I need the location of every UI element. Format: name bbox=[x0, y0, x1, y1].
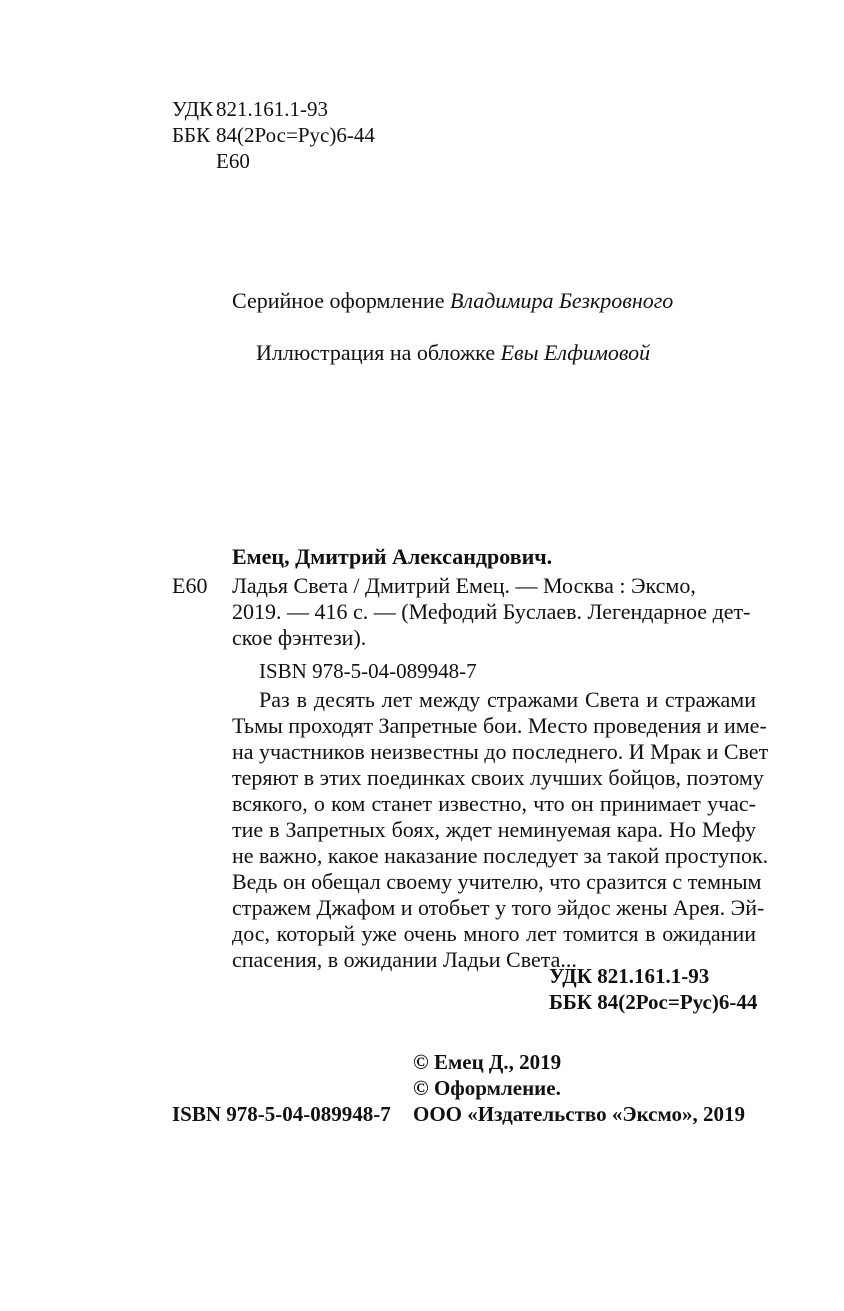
udk-value: 821.161.1-93 bbox=[216, 97, 328, 121]
annotation-line: тие в Запретных боях, ждет неминуемая кара. Но Мефу bbox=[232, 817, 756, 842]
classification-footer bbox=[549, 963, 757, 1015]
illustration-prefix: Иллюстрация на обложке bbox=[256, 340, 496, 365]
bibliographic-code: Е60 bbox=[172, 573, 208, 598]
copyright-design: © Оформление. bbox=[413, 1076, 561, 1100]
series-design-prefix: Серийное оформление bbox=[232, 288, 445, 313]
author-code-row bbox=[172, 148, 375, 174]
biblio-line: 2019. — 416 с. — (Мефодий Буслаев. Легендарное дет- bbox=[232, 599, 751, 624]
udk-label: УДК bbox=[172, 97, 214, 121]
series-design-name: Владимира Безкровного bbox=[449, 288, 674, 313]
annotation-line: теряют в этих поединках своих лучших бойцов, поэтому bbox=[232, 765, 764, 790]
illustration-credit bbox=[256, 340, 650, 366]
copyright-author: © Емец Д., 2019 bbox=[413, 1050, 562, 1074]
annotation-line: дос, который уже очень много лет томится в ожидании bbox=[232, 921, 756, 946]
bbk-value: 84(2Рос=Рус)6-44 bbox=[216, 123, 375, 147]
bibliographic-description bbox=[232, 573, 750, 651]
annotation bbox=[232, 687, 769, 973]
bbk-label: ББК bbox=[172, 123, 211, 147]
isbn-footer: ISBN 978-5-04-089948-7 bbox=[172, 1102, 391, 1126]
annotation-line: на участников неизвестны до последнего. И Мрак и Свет bbox=[232, 739, 769, 764]
annotation-line: Ведь он обещал своему учителю, что сразится с темным bbox=[232, 869, 762, 894]
annotation-line: всякого, о ком станет известно, что он принимает учас- bbox=[232, 791, 756, 816]
biblio-line: Ладья Света / Дмитрий Емец. — Москва : Эксмо, bbox=[232, 573, 696, 598]
series-design-credit bbox=[232, 288, 673, 314]
author-heading: Емец, Дмитрий Александрович. bbox=[232, 544, 553, 569]
copyright-block bbox=[413, 1049, 745, 1127]
udk-row bbox=[172, 96, 375, 122]
copyright-publisher: ООО «Издательство «Эксмо», 2019 bbox=[413, 1102, 746, 1126]
annotation-line: Раз в десять лет между стражами Света и стражами bbox=[259, 687, 756, 712]
udk-footer: УДК 821.161.1-93 bbox=[549, 964, 710, 988]
annotation-line: стражем Джафом и отобьет у того эйдос жены Арея. Эй- bbox=[232, 895, 765, 920]
bbk-footer: ББК 84(2Рос=Рус)6-44 bbox=[549, 990, 758, 1014]
illustration-name: Евы Елфимовой bbox=[500, 340, 651, 365]
annotation-line: спасения, в ожидании Ладьи Света... bbox=[232, 947, 577, 972]
bbk-row bbox=[172, 122, 375, 148]
classification-header bbox=[172, 96, 375, 174]
annotation-line: не важно, какое наказание последует за такой проступок. bbox=[232, 843, 769, 868]
author-code: Е60 bbox=[216, 149, 250, 173]
annotation-line: Тьмы проходят Запретные бои. Место проведения и име- bbox=[232, 713, 767, 738]
biblio-line: ское фэнтези). bbox=[232, 625, 367, 650]
isbn-text: ISBN 978-5-04-089948-7 bbox=[259, 659, 477, 683]
